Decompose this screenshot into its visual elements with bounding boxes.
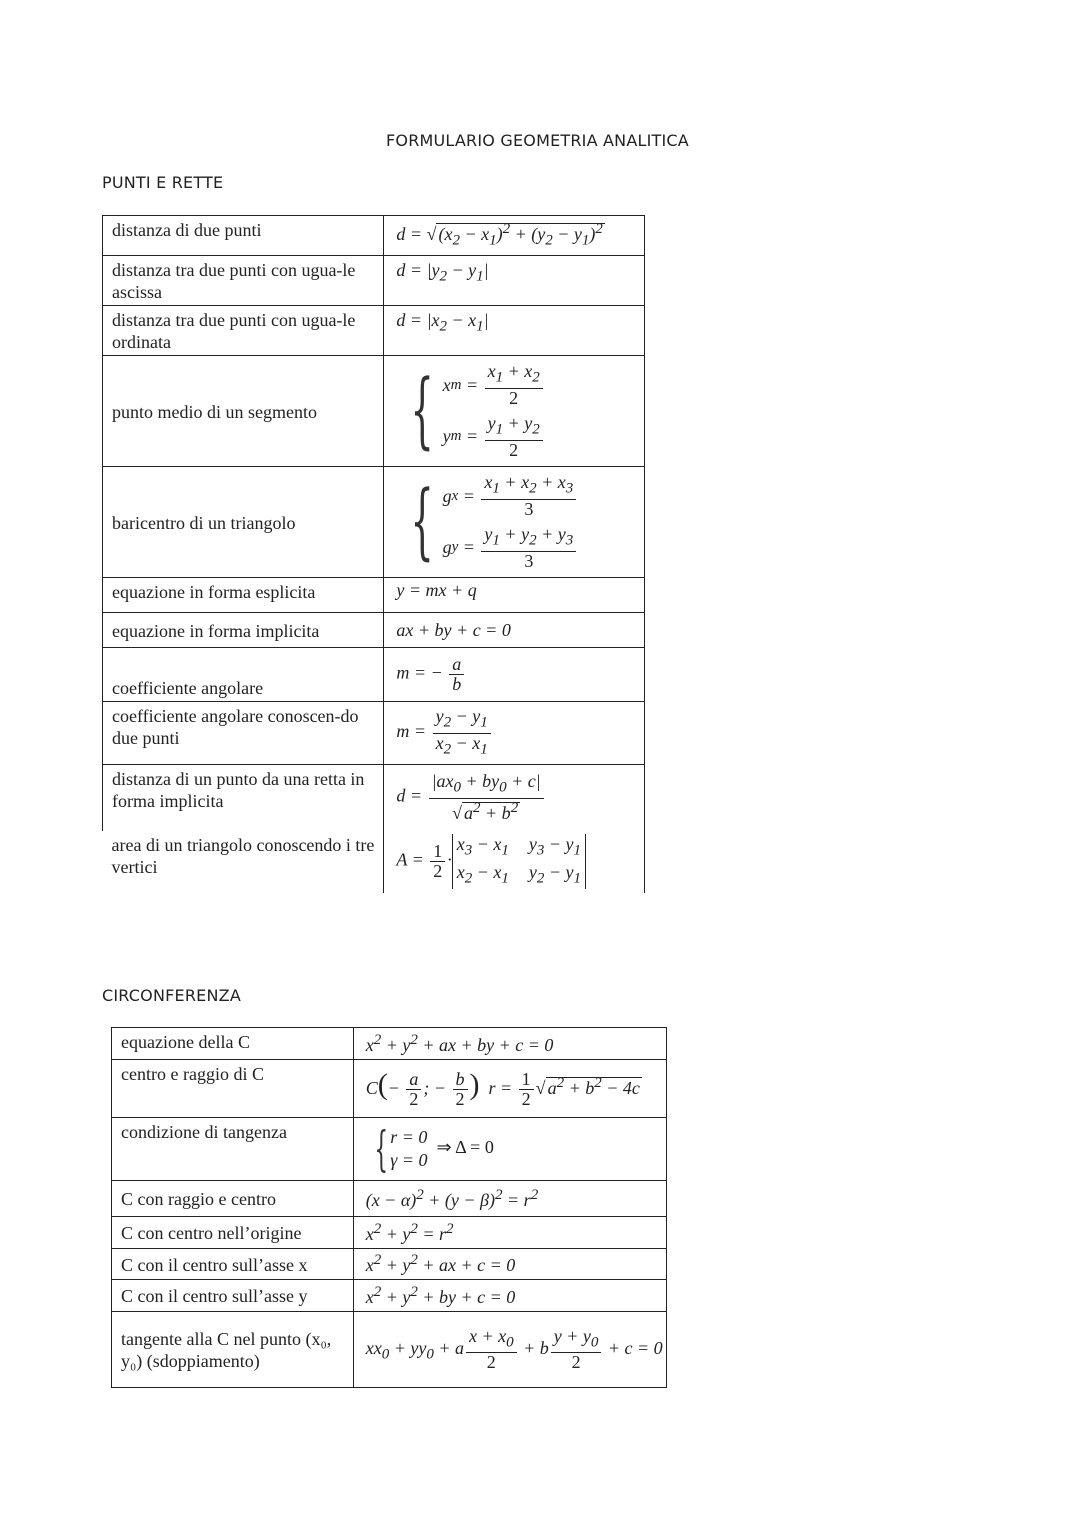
table-row [112, 1181, 667, 1217]
row-label: punto medio di un segmento [103, 356, 384, 467]
table-row [103, 467, 645, 578]
table-row [103, 216, 645, 256]
table-row [112, 1118, 667, 1181]
section-heading-punti-rette: PUNTI E RETTE [102, 173, 224, 192]
formula-table-punti-rette [102, 215, 645, 893]
table-row [112, 1312, 667, 1388]
row-label: C con il centro sull’asse y [112, 1280, 354, 1312]
formula-midpoint: { x m = $\frac{x_1 + x_2}{2}$ y m = $\frac{y_1 + y_2}{2}$ [384, 356, 645, 467]
formula-tangent-doubling: $xx_0 + yy_0 + a$ $\frac{x + x_0}{2}$ + b $\frac{y + y_0}{2}$ + c = 0 [353, 1312, 666, 1388]
row-label: distanza di due punti [103, 216, 384, 256]
formula-point-line-distance: d = $\frac{|ax_0 + by_0 + c|}{√ a^2 + b^2}$ [384, 765, 645, 831]
section-heading-circonferenza: CIRCONFERENZA [102, 986, 241, 1005]
row-label: condizione di tangenza [112, 1118, 354, 1181]
formula-table-circonferenza [111, 1027, 667, 1388]
row-label: distanza di un punto da una retta in forma implicita [103, 765, 384, 831]
formula-tangency-condition: { r = 0 γ = 0 ⇒ Δ = 0 [353, 1118, 666, 1181]
formula-circle-general: $x^2 + y^2$ + ax + by + c = 0 [353, 1028, 666, 1060]
table-row [103, 578, 645, 613]
formula-center-radius: C(− $\frac{a}{2}$ ; − $\frac{b}{2}$ ) r = $\frac{1}{2}$ √ $a^2 + b^2 - 4c$ [353, 1060, 666, 1118]
formula-circle-x-axis: $x^2 + y^2$ + ax + c = 0 [353, 1249, 666, 1280]
row-label: tangente alla C nel punto (x₀, y₀) (sdoppiamento) [112, 1312, 354, 1388]
formula-circle-y-axis: $x^2 + y^2$ + by + c = 0 [353, 1280, 666, 1312]
formula-explicit-line: y = mx + q [384, 578, 645, 613]
row-label: C con il centro sull’asse x [112, 1249, 354, 1280]
table-row [103, 356, 645, 467]
table-row [103, 831, 645, 893]
table-row [103, 702, 645, 765]
formula-slope-two-points: m = $\frac{y_2 - y_1}{x_2 - x_1}$ [384, 702, 645, 765]
row-label: coefficiente angolare [103, 648, 384, 702]
formula-implicit-line: ax + by + c = 0 [384, 613, 645, 648]
table-row [112, 1280, 667, 1312]
table-row [103, 648, 645, 702]
row-label: C con centro nell’origine [112, 1217, 354, 1249]
row-label: C con raggio e centro [112, 1181, 354, 1217]
formula-distance-two-points: d = √ $(x_2 - x_1)^2 + (y_2 - y_1)^2$ [384, 216, 645, 256]
row-label: baricentro di un triangolo [103, 467, 384, 578]
formula-slope: m = − $\frac{a}{b}$ [384, 648, 645, 702]
table-row [103, 306, 645, 356]
row-label: coefficiente angolare conoscen-do due punti [103, 702, 384, 765]
formula-centroid: { g x = $\frac{x_1 + x_2 + x_3}{3}$ g y = $\frac{y_1 + y_2 + y_3}{3}$ [384, 467, 645, 578]
table-row [103, 765, 645, 831]
row-label: centro e raggio di C [112, 1060, 354, 1118]
table-row [103, 613, 645, 648]
table-row [112, 1060, 667, 1118]
row-label: equazione in forma implicita [103, 613, 384, 648]
formula-triangle-area: A = $\frac{1}{2}$ · $x_3 - x_1$ $y_3 - y_1$ $x_2 - x_1$ $y_2 - y_1$ [384, 831, 645, 893]
page-title: FORMULARIO GEOMETRIA ANALITICA [386, 131, 689, 150]
row-label: area di un triangolo conoscendo i tre vertici [103, 831, 384, 893]
table-row [112, 1249, 667, 1280]
table-row [103, 256, 645, 306]
row-label: equazione in forma esplicita [103, 578, 384, 613]
table-row [112, 1028, 667, 1060]
formula-same-abscissa: $d = |y_2 - y_1|$ [384, 256, 645, 306]
row-label: distanza tra due punti con ugua-le ordinata [103, 306, 384, 356]
formula-circle-center-radius: $(x - \alpha)^2 + (y - \beta)^2 = r^2$ [353, 1181, 666, 1217]
formula-circle-origin: $x^2 + y^2 = r^2$ [353, 1217, 666, 1249]
row-label: equazione della C [112, 1028, 354, 1060]
table-row [112, 1217, 667, 1249]
formula-same-ordinate: $d = |x_2 - x_1|$ [384, 306, 645, 356]
row-label: distanza tra due punti con ugua-le ascissa [103, 256, 384, 306]
